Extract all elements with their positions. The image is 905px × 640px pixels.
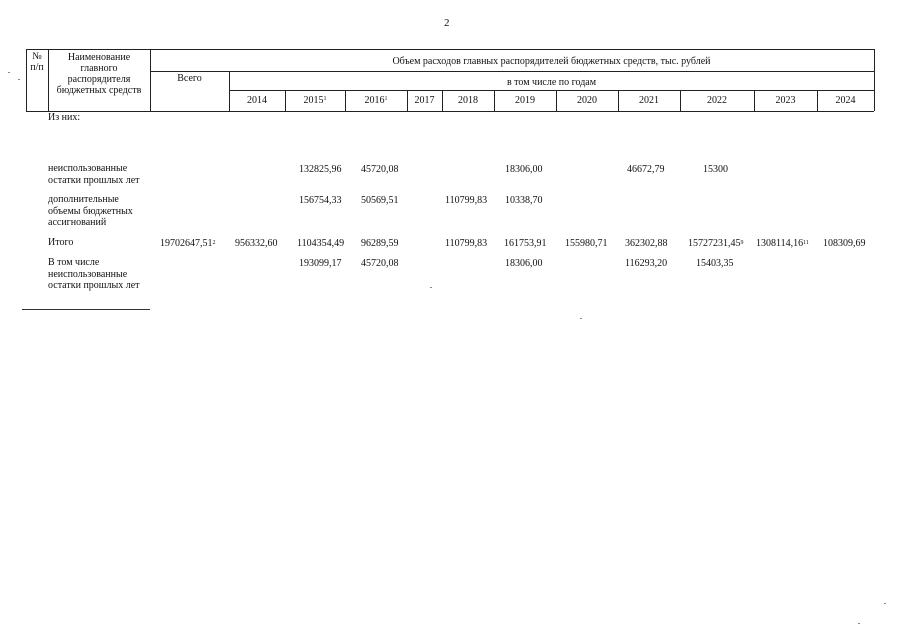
year-2020: 2020 [577, 95, 597, 106]
year-2023: 2023 [775, 95, 796, 106]
year-2017: 2017 [414, 95, 435, 106]
cell-2015: 193099,17 [299, 258, 342, 269]
cell-2021: 46672,79 [627, 164, 665, 175]
header-volume: Объем расходов главных распорядителей бюджетных средств, тыс. рублей [392, 56, 711, 67]
cell-2018: 110799,83 [445, 195, 488, 206]
iz-nih-label: Из них: [48, 112, 81, 123]
cell-2019: 10338,70 [505, 195, 543, 206]
header-total: Всего [177, 73, 202, 84]
cell-2016: 96289,59 [361, 238, 399, 249]
cell-2014: 956332,60 [235, 238, 278, 249]
year-2024: 2024 [835, 95, 856, 106]
cell-2020: 155980,71 [565, 238, 608, 249]
cell-2015: 1104354,49 [297, 238, 345, 249]
header-num: № п/п [30, 51, 44, 73]
year-2018: 2018 [458, 95, 478, 106]
cell-total: 19702647,51$^2$ [160, 238, 216, 249]
cell-2019: 18306,00 [505, 258, 543, 269]
cell-2015: 156754,33 [299, 195, 342, 206]
cell-2024: 108309,69 [823, 238, 866, 249]
cell-2021: 116293,20 [625, 258, 668, 269]
page-number: 2 [444, 17, 450, 29]
year-2019: 2019 [515, 95, 535, 106]
year-2022: 2022 [707, 95, 727, 106]
cell-2021: 362302,88 [625, 238, 668, 249]
header-by-years: в том числе по годам [506, 77, 597, 88]
year-2016: 2016$^1$ [364, 95, 388, 106]
cell-2023: 1308114,16$^{11}$ [756, 238, 809, 249]
scan-speck [8, 72, 10, 73]
row-label: дополнительные объемы бюджетных ассигнований [48, 194, 133, 228]
cell-2022: 15300 [703, 164, 728, 175]
cell-2016: 45720,08 [361, 258, 399, 269]
cell-2018: 110799,83 [445, 238, 488, 249]
scan-speck [18, 79, 20, 80]
footnote-separator [22, 309, 150, 310]
cell-2019: 161753,91 [504, 238, 547, 249]
scan-speck [430, 287, 432, 288]
year-2014: 2014 [247, 95, 267, 106]
scan-speck [858, 623, 860, 624]
year-2021: 2021 [639, 95, 659, 106]
scan-speck [580, 318, 582, 319]
scan-speck [884, 603, 886, 604]
row-label: неиспользованные остатки прошлых лет [48, 163, 140, 186]
cell-2015: 132825,96 [299, 164, 342, 175]
cell-2022: 15727231,45$^9$ [688, 238, 744, 249]
row-label: В том числе неиспользованные остатки прошлых лет [48, 257, 140, 291]
cell-2016: 45720,08 [361, 164, 399, 175]
cell-2016: 50569,51 [361, 195, 399, 206]
row-label: Итого [48, 237, 74, 248]
cell-2019: 18306,00 [505, 164, 543, 175]
year-2015: 2015$^1$ [303, 95, 327, 106]
header-name: Наименование главного распорядителя бюджетных средств [56, 52, 142, 96]
cell-2022: 15403,35 [696, 258, 734, 269]
